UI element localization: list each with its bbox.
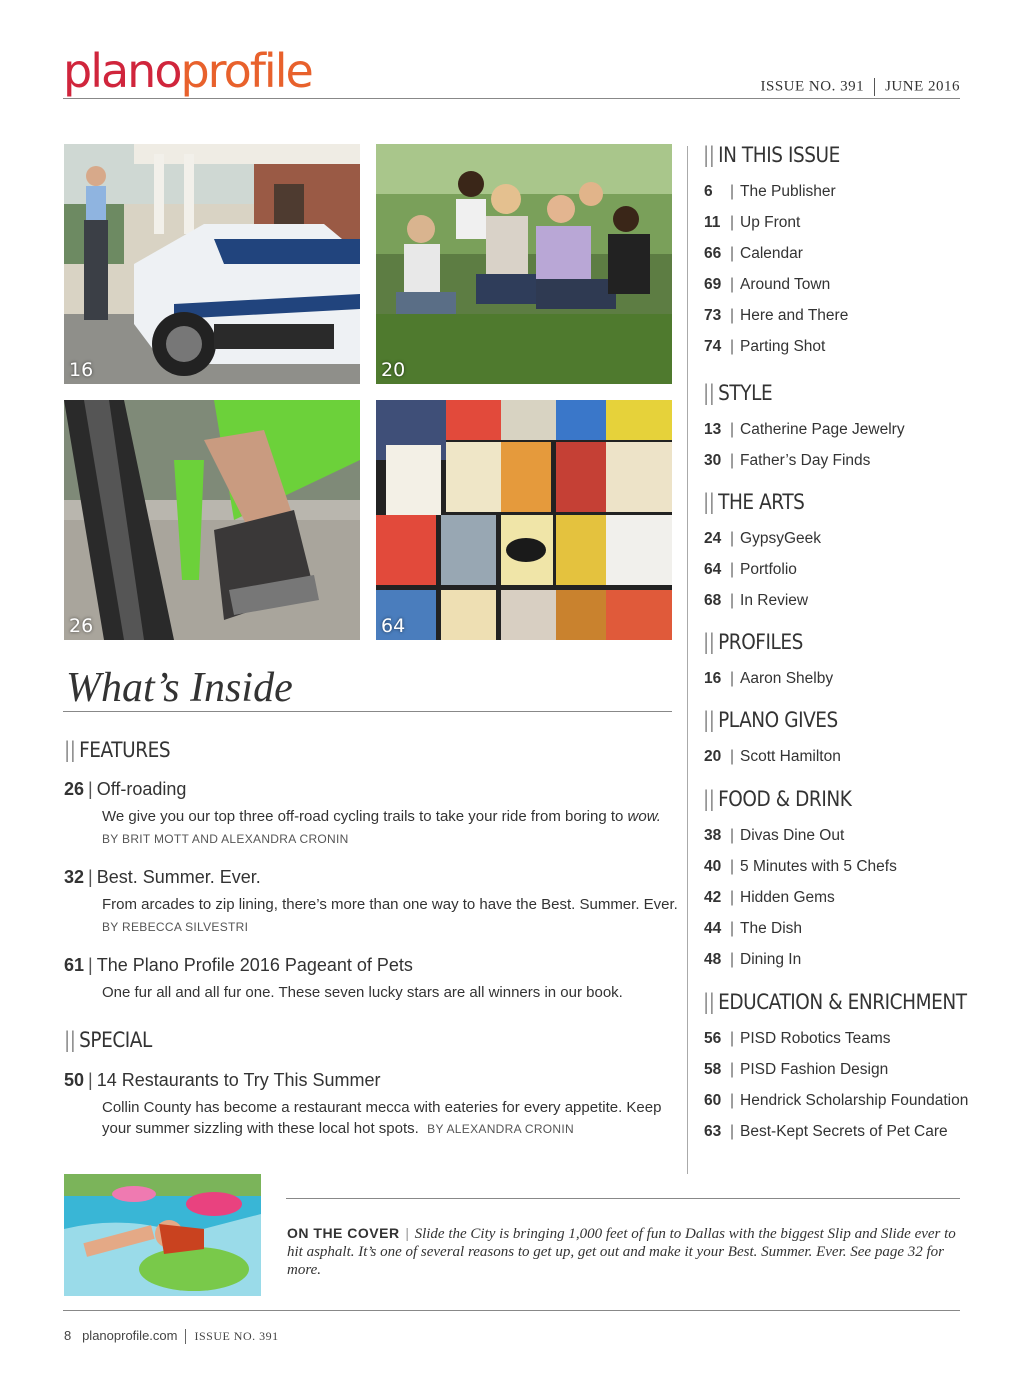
toc-item[interactable]: 44 | The Dish xyxy=(704,920,803,937)
on-the-cover-text: Slide the City is bringing 1,000 feet of fun to Dallas with the biggest Slip and Slide ever to hit asphalt. It’s one of several reasons to get up, get out and make it your Best. Summer. Ever. See page 32 for more. xyxy=(287,1226,956,1278)
toc-item-title: Hendrick Scholarship Foundation xyxy=(740,1092,969,1109)
whats-inside-divider xyxy=(63,711,672,712)
toc-item[interactable]: 13 | Catherine Page Jewelry xyxy=(704,421,905,438)
feature-item-title[interactable]: 61 | The Plano Profile 2016 Pageant of Pets xyxy=(64,955,413,975)
toc-item[interactable]: 66 | Calendar xyxy=(704,245,803,262)
toc-item-title: Portfolio xyxy=(740,561,797,578)
toc-item[interactable]: 40 | 5 Minutes with 5 Chefs xyxy=(704,858,897,875)
logo-part-plano: plano xyxy=(63,44,181,98)
masthead-logo xyxy=(63,44,312,98)
toc-item-page: 68 xyxy=(704,592,722,609)
photo-aaron-shelby-car[interactable] xyxy=(64,144,360,384)
toc-item-title: Best-Kept Secrets of Pet Care xyxy=(740,1123,948,1140)
photo-page-number: 16 xyxy=(69,359,94,381)
toc-item-title: Up Front xyxy=(740,214,801,231)
photo-scott-hamilton-family[interactable] xyxy=(376,144,672,384)
issue-header xyxy=(760,78,960,96)
toc-item-title: Around Town xyxy=(740,276,831,293)
feature-item-title[interactable]: 26 | Off-roading xyxy=(64,779,187,799)
special-item-description: Collin County has become a restaurant mecca with eateries for every appetite. Keep xyxy=(102,1099,662,1116)
logo-part-profile: profile xyxy=(180,44,312,98)
photo-off-roading-bike[interactable] xyxy=(64,400,360,640)
toc-section-heading: || EDUCATION & ENRICHMENT xyxy=(703,990,967,1014)
toc-item-page: 13 xyxy=(704,421,722,438)
footer-divider xyxy=(63,1310,960,1311)
feature-item-description: We give you our top three off-road cycling trails to take your ride from boring to wow. xyxy=(102,808,661,825)
toc-item-title: In Review xyxy=(740,592,809,609)
toc-item-page: 38 xyxy=(704,827,722,844)
whats-inside-title: What’s Inside xyxy=(66,665,293,711)
feature-item-byline: BY REBECCA SILVESTRI xyxy=(102,920,249,934)
photo-portfolio-art-tiles[interactable] xyxy=(376,400,672,640)
toc-item-title: Here and There xyxy=(740,307,849,324)
toc-section-heading: || STYLE xyxy=(703,381,773,405)
toc-item[interactable]: 24 | GypsyGeek xyxy=(704,530,822,547)
toc-item-title: Aaron Shelby xyxy=(740,670,834,687)
toc-item[interactable]: 63 | Best-Kept Secrets of Pet Care xyxy=(704,1123,948,1140)
photo-cover-slide-the-city[interactable] xyxy=(64,1174,261,1296)
feature-item-description: One fur all and all fur one. These seven lucky stars are all winners in our book. xyxy=(102,984,623,1001)
toc-section-heading: || THE ARTS xyxy=(703,490,805,514)
toc-item-title: The Publisher xyxy=(740,183,836,200)
toc-item-title: Calendar xyxy=(740,245,803,262)
footer-issue: ISSUE NO. 391 xyxy=(194,1329,279,1343)
toc-item[interactable]: 11 | Up Front xyxy=(704,214,801,231)
toc-item-page: 56 xyxy=(704,1030,722,1047)
special-item-description-line2: your summer sizzling with these local hot spots. BY ALEXANDRA CRONIN xyxy=(102,1120,574,1137)
toc-item[interactable]: 6 | The Publisher xyxy=(704,183,836,200)
toc-item[interactable]: 73 | Here and There xyxy=(704,307,849,324)
toc-item-page: 73 xyxy=(704,307,722,324)
toc-item-page: 63 xyxy=(704,1123,722,1140)
toc-item[interactable]: 69 | Around Town xyxy=(704,276,831,293)
toc-item-title: PISD Fashion Design xyxy=(740,1061,889,1078)
photo-page-number: 64 xyxy=(381,615,406,637)
footer-site: planoprofile.com xyxy=(82,1328,178,1343)
toc-item-title: Catherine Page Jewelry xyxy=(740,421,905,438)
special-heading: || SPECIAL xyxy=(64,1028,152,1052)
feature-item-description: From arcades to zip lining, there’s more than one way to have the Best. Summer. Ever. xyxy=(102,896,678,913)
toc-item-page: 30 xyxy=(704,452,722,469)
toc-item-page: 42 xyxy=(704,889,722,906)
toc-item[interactable]: 74 | Parting Shot xyxy=(704,338,826,355)
special-item-title[interactable]: 50 | 14 Restaurants to Try This Summer xyxy=(64,1070,381,1090)
toc-item-page: 20 xyxy=(704,748,722,765)
toc-item-page: 11 xyxy=(704,214,721,231)
toc-item-title: The Dish xyxy=(740,920,803,937)
toc-item-title: Parting Shot xyxy=(740,338,826,355)
page-number: 8 xyxy=(64,1328,72,1343)
toc-section-heading: || FOOD & DRINK xyxy=(703,787,852,811)
toc-item-page: 24 xyxy=(704,530,722,547)
toc-item-page: 16 xyxy=(704,670,722,687)
toc-section-heading: || IN THIS ISSUE xyxy=(703,143,840,167)
toc-item-page: 48 xyxy=(704,951,722,968)
toc-item[interactable]: 68 | In Review xyxy=(704,592,809,609)
toc-item[interactable]: 38 | Divas Dine Out xyxy=(704,827,845,844)
toc-item-page: 64 xyxy=(704,561,722,578)
toc-item[interactable]: 58 | PISD Fashion Design xyxy=(704,1061,889,1078)
on-the-cover-caption: ON THE COVER | Slide the City is bringing 1,000 feet of fun to Dallas with the biggest Slip and Slide ever to hit asphalt. It’s one of several reasons to get up, get out and make it your Best. Summer. Ever. See page 32 for more. xyxy=(287,1225,956,1278)
toc-item[interactable]: 56 | PISD Robotics Teams xyxy=(704,1030,891,1047)
toc-column-divider xyxy=(687,146,688,1174)
toc-item-title: Divas Dine Out xyxy=(740,827,845,844)
page-footer xyxy=(64,1328,279,1344)
toc-item[interactable]: 64 | Portfolio xyxy=(704,561,797,578)
toc-item-title: Scott Hamilton xyxy=(740,748,841,765)
toc-item[interactable]: 20 | Scott Hamilton xyxy=(704,748,841,765)
toc-item[interactable]: 30 | Father’s Day Finds xyxy=(704,452,871,469)
toc-item[interactable]: 42 | Hidden Gems xyxy=(704,889,835,906)
toc-item-page: 40 xyxy=(704,858,722,875)
toc-item-title: Dining In xyxy=(740,951,802,968)
toc-item-title: GypsyGeek xyxy=(740,530,822,547)
issue-date: JUNE 2016 xyxy=(885,78,960,95)
feature-item-title[interactable]: 32 | Best. Summer. Ever. xyxy=(64,867,261,887)
toc-item[interactable]: 16 | Aaron Shelby xyxy=(704,670,834,687)
toc-item-title: 5 Minutes with 5 Chefs xyxy=(740,858,897,875)
toc-item-title: Father’s Day Finds xyxy=(740,452,871,469)
toc-item[interactable]: 48 | Dining In xyxy=(704,951,802,968)
toc-item-page: 74 xyxy=(704,338,722,355)
toc-item-title: PISD Robotics Teams xyxy=(740,1030,891,1047)
toc-item-page: 58 xyxy=(704,1061,722,1078)
features-heading: || FEATURES xyxy=(64,738,171,762)
toc-item-page: 60 xyxy=(704,1092,722,1109)
toc-item-page: 44 xyxy=(704,920,722,937)
on-the-cover-label: ON THE COVER xyxy=(287,1225,400,1241)
toc-item-page: 69 xyxy=(704,276,722,293)
feature-item-byline: BY BRIT MOTT AND ALEXANDRA CRONIN xyxy=(102,832,349,846)
header-divider xyxy=(63,98,960,99)
photo-page-number: 26 xyxy=(69,615,94,637)
photo-page-number: 20 xyxy=(381,359,406,381)
toc-section-heading: || PLANO GIVES xyxy=(703,708,838,732)
toc-section-heading: || PROFILES xyxy=(703,630,803,654)
toc-item-title: Hidden Gems xyxy=(740,889,835,906)
toc-item-page: 66 xyxy=(704,245,722,262)
special-item-byline: BY ALEXANDRA CRONIN xyxy=(427,1122,574,1136)
toc-item[interactable]: 60 | Hendrick Scholarship Foundation xyxy=(704,1092,969,1109)
cover-divider xyxy=(286,1198,960,1199)
issue-number: ISSUE NO. 391 xyxy=(760,78,865,95)
toc-item-page: 6 xyxy=(704,183,713,200)
